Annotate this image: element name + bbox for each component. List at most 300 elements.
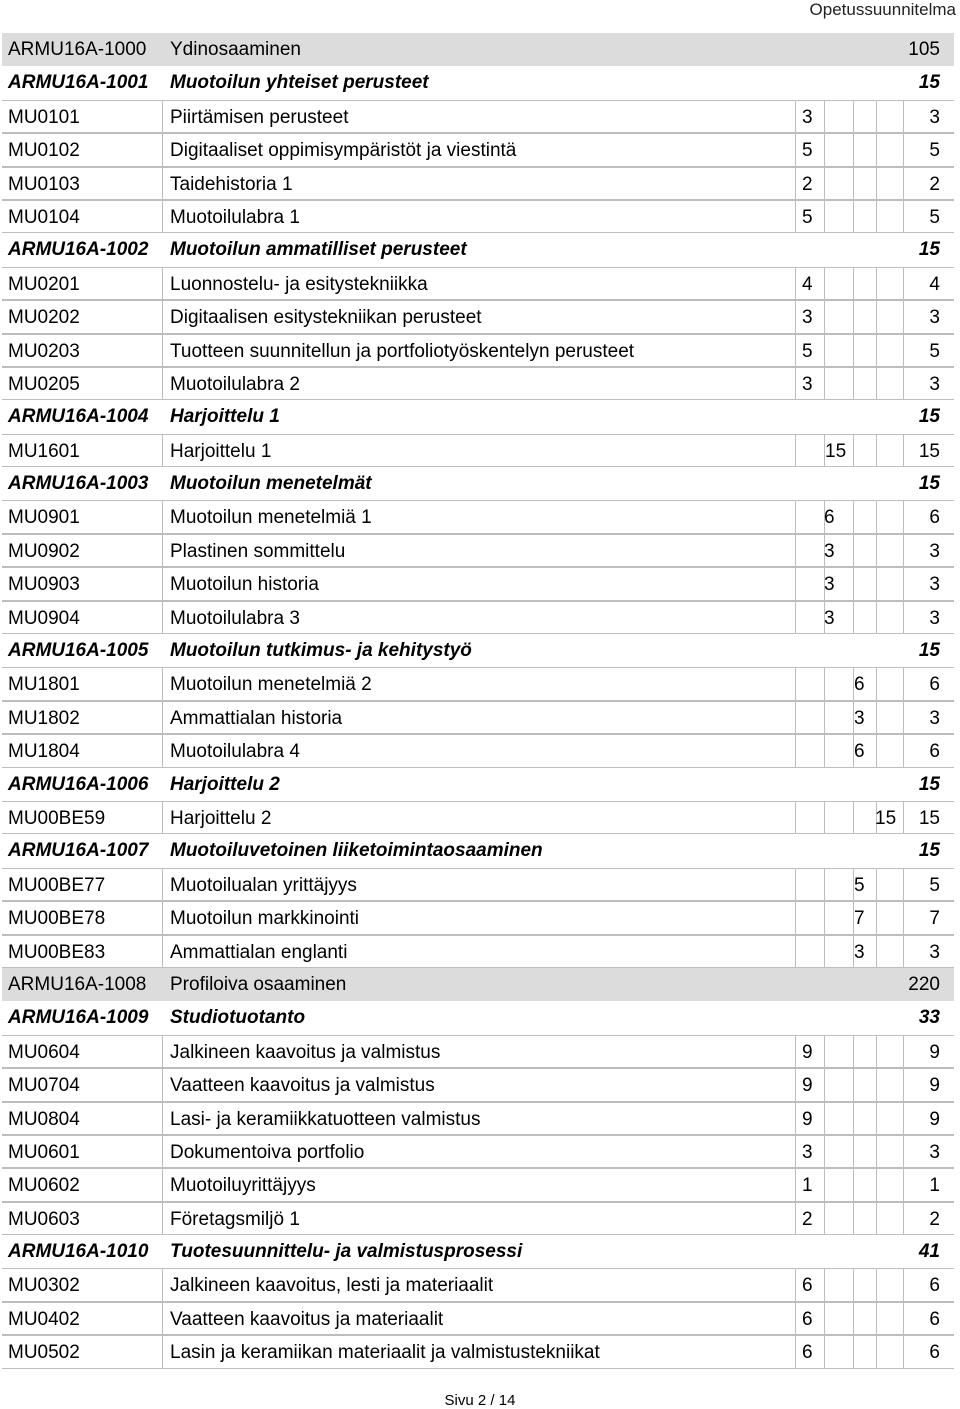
cell-divider — [795, 802, 796, 833]
total-cell: 15 — [918, 773, 940, 795]
cell-divider — [824, 201, 825, 232]
cell-divider — [795, 335, 796, 366]
cell-divider — [853, 1136, 854, 1167]
credit-cell: 9 — [802, 1041, 813, 1063]
cell-divider — [824, 702, 825, 733]
cell-divider — [795, 1203, 796, 1234]
code-cell: MU0102 — [8, 140, 80, 162]
name-cell: Vaatteen kaavoitus ja materiaalit — [170, 1308, 444, 1330]
name-cell: Piirtämisen perusteet — [170, 106, 349, 128]
name-cell: Muotoilun historia — [170, 574, 319, 596]
cell-divider — [903, 201, 904, 232]
name-cell: Vaatteen kaavoitus ja valmistus — [170, 1075, 435, 1097]
total-cell: 6 — [929, 507, 940, 529]
total-cell: 3 — [929, 307, 940, 329]
cell-divider — [876, 201, 877, 232]
cell-divider — [903, 735, 904, 766]
course-row — [2, 334, 954, 367]
course-row — [2, 935, 954, 968]
code-cell: MU0203 — [8, 340, 80, 362]
cell-divider — [824, 1169, 825, 1200]
total-cell: 1 — [929, 1175, 940, 1197]
cell-divider — [903, 168, 904, 199]
cell-divider — [824, 1069, 825, 1100]
code-cell: MU0903 — [8, 574, 80, 596]
code-cell: ARMU16A-1009 — [8, 1007, 149, 1029]
cell-divider — [162, 501, 163, 532]
cell-divider — [795, 1336, 796, 1367]
module-row — [2, 1235, 954, 1268]
cell-divider — [795, 936, 796, 967]
cell-divider — [795, 1036, 796, 1067]
module-row — [2, 400, 954, 433]
cell-divider — [876, 168, 877, 199]
cell-divider — [795, 1169, 796, 1200]
total-cell: 41 — [918, 1241, 940, 1263]
code-cell: MU1601 — [8, 440, 80, 462]
code-cell: ARMU16A-1006 — [8, 773, 149, 795]
name-cell: Taidehistoria 1 — [170, 173, 293, 195]
cell-divider — [876, 936, 877, 967]
total-cell: 15 — [918, 473, 940, 495]
cell-divider — [876, 268, 877, 299]
cell-divider — [853, 501, 854, 532]
credit-cell: 1 — [802, 1175, 813, 1197]
code-cell: MU00BE77 — [8, 874, 106, 896]
code-cell: MU00BE83 — [8, 941, 106, 963]
cell-divider — [162, 602, 163, 633]
cell-divider — [853, 368, 854, 399]
cell-divider — [853, 335, 854, 366]
cell-divider — [903, 702, 904, 733]
cell-divider — [795, 902, 796, 933]
credit-cell: 3 — [802, 1141, 813, 1163]
cell-divider — [162, 101, 163, 132]
course-row — [2, 601, 954, 634]
cell-divider — [853, 268, 854, 299]
course-row — [2, 1302, 954, 1335]
cell-divider — [903, 668, 904, 699]
total-cell: 3 — [929, 707, 940, 729]
course-row — [2, 100, 954, 133]
cell-divider — [795, 368, 796, 399]
cell-divider — [824, 668, 825, 699]
code-cell: ARMU16A-1000 — [8, 39, 147, 60]
cell-divider — [903, 268, 904, 299]
name-cell: Muotoilualan yrittäjyys — [170, 874, 357, 896]
total-cell: 2 — [929, 173, 940, 195]
total-cell: 220 — [908, 973, 940, 995]
cell-divider — [853, 1103, 854, 1134]
total-cell: 9 — [929, 1041, 940, 1063]
name-cell: Muotoiluvetoinen liiketoimintaosaaminen — [170, 840, 543, 862]
cell-divider — [824, 1269, 825, 1300]
cell-divider — [795, 602, 796, 633]
course-row — [2, 868, 954, 901]
cell-divider — [876, 1136, 877, 1167]
cell-divider — [824, 802, 825, 833]
code-cell: MU0302 — [8, 1275, 80, 1297]
cell-divider — [824, 101, 825, 132]
total-cell: 9 — [929, 1108, 940, 1130]
code-cell: MU1801 — [8, 674, 80, 696]
cell-divider — [824, 1203, 825, 1234]
credit-cell: 9 — [802, 1108, 813, 1130]
total-cell: 9 — [929, 1075, 940, 1097]
cell-divider — [853, 201, 854, 232]
code-cell: MU00BE59 — [8, 807, 106, 829]
curriculum-table — [2, 33, 954, 1369]
cell-divider — [903, 802, 904, 833]
cell-divider — [795, 1069, 796, 1100]
cell-divider — [903, 501, 904, 532]
credit-cell: 3 — [802, 307, 813, 329]
cell-divider — [876, 134, 877, 165]
name-cell: Dokumentoiva portfolio — [170, 1141, 365, 1163]
cell-divider — [903, 535, 904, 566]
credit-cell: 6 — [802, 1275, 813, 1297]
credit-cell: 6 — [802, 1308, 813, 1330]
cell-divider — [903, 301, 904, 332]
cell-divider — [903, 1069, 904, 1100]
cell-divider — [876, 1269, 877, 1300]
cell-divider — [903, 368, 904, 399]
course-row — [2, 167, 954, 200]
cell-divider — [876, 101, 877, 132]
credit-cell: 3 — [802, 373, 813, 395]
code-cell: MU0904 — [8, 607, 80, 629]
cell-divider — [824, 735, 825, 766]
course-row — [2, 734, 954, 767]
cell-divider — [876, 902, 877, 933]
cell-divider — [853, 568, 854, 599]
cell-divider — [795, 268, 796, 299]
cell-divider — [876, 602, 877, 633]
cell-divider — [903, 936, 904, 967]
name-cell: Harjoittelu 2 — [170, 807, 272, 829]
cell-divider — [162, 936, 163, 967]
total-cell: 5 — [929, 874, 940, 896]
name-cell: Muotoilun menetelmiä 2 — [170, 674, 372, 696]
credit-cell: 3 — [854, 941, 865, 963]
cell-divider — [162, 268, 163, 299]
cell-divider — [795, 435, 796, 466]
credit-cell: 4 — [802, 273, 813, 295]
course-row — [2, 200, 954, 233]
course-row — [2, 534, 954, 567]
code-cell: ARMU16A-1008 — [8, 973, 147, 995]
name-cell: Företagsmiljö 1 — [170, 1208, 300, 1230]
cell-divider — [162, 168, 163, 199]
cell-divider — [162, 301, 163, 332]
cell-divider — [824, 301, 825, 332]
credit-cell: 3 — [854, 707, 865, 729]
cell-divider — [903, 1303, 904, 1334]
total-cell: 5 — [929, 340, 940, 362]
cell-divider — [853, 101, 854, 132]
cell-divider — [853, 1069, 854, 1100]
code-cell: ARMU16A-1010 — [8, 1241, 149, 1263]
total-cell: 6 — [929, 1308, 940, 1330]
cell-divider — [876, 435, 877, 466]
cell-divider — [853, 1269, 854, 1300]
cell-divider — [162, 1169, 163, 1200]
total-cell: 3 — [929, 574, 940, 596]
module-row — [2, 768, 954, 801]
credit-cell: 5 — [802, 340, 813, 362]
cell-divider — [876, 535, 877, 566]
credit-cell: 5 — [802, 140, 813, 162]
cell-divider — [162, 869, 163, 900]
total-cell: 15 — [918, 640, 940, 662]
course-row — [2, 367, 954, 400]
cell-divider — [876, 1169, 877, 1200]
cell-divider — [162, 134, 163, 165]
cell-divider — [876, 1336, 877, 1367]
total-cell: 15 — [918, 807, 940, 829]
module-group-row — [2, 968, 954, 1001]
cell-divider — [795, 869, 796, 900]
total-cell: 5 — [929, 206, 940, 228]
cell-divider — [795, 134, 796, 165]
cell-divider — [903, 1136, 904, 1167]
total-cell: 6 — [929, 1342, 940, 1364]
module-row — [2, 233, 954, 266]
cell-divider — [853, 301, 854, 332]
module-row — [2, 66, 954, 99]
credit-cell: 15 — [825, 440, 847, 462]
cell-divider — [795, 735, 796, 766]
cell-divider — [903, 1203, 904, 1234]
code-cell: MU0402 — [8, 1308, 80, 1330]
total-cell: 3 — [929, 607, 940, 629]
cell-divider — [876, 869, 877, 900]
total-cell: 15 — [918, 406, 940, 428]
credit-cell: 2 — [802, 1208, 813, 1230]
code-cell: MU0101 — [8, 106, 80, 128]
credit-cell: 3 — [824, 540, 835, 562]
cell-divider — [162, 902, 163, 933]
total-cell: 2 — [929, 1208, 940, 1230]
name-cell: Profiloiva osaaminen — [170, 973, 347, 995]
name-cell: Muotoiluyrittäjyys — [170, 1175, 316, 1197]
code-cell: MU0604 — [8, 1041, 80, 1063]
cell-divider — [162, 335, 163, 366]
cell-divider — [876, 368, 877, 399]
cell-divider — [824, 1336, 825, 1367]
cell-divider — [795, 668, 796, 699]
course-row — [2, 434, 954, 467]
credit-cell: 3 — [802, 106, 813, 128]
cell-divider — [795, 501, 796, 532]
cell-divider — [824, 1103, 825, 1134]
code-cell: MU0602 — [8, 1175, 80, 1197]
name-cell: Plastinen sommittelu — [170, 540, 346, 562]
total-cell: 3 — [929, 540, 940, 562]
page-number: Sivu 2 / 14 — [444, 1392, 516, 1409]
total-cell: 7 — [929, 908, 940, 930]
cell-divider — [903, 1036, 904, 1067]
cell-divider — [853, 1303, 854, 1334]
code-cell: MU0603 — [8, 1208, 80, 1230]
credit-cell: 7 — [854, 908, 865, 930]
cell-divider — [876, 702, 877, 733]
cell-divider — [903, 1169, 904, 1200]
credit-cell: 2 — [802, 173, 813, 195]
name-cell: Harjoittelu 1 — [170, 406, 280, 428]
cell-divider — [162, 535, 163, 566]
name-cell: Muotoilulabra 1 — [170, 206, 300, 228]
course-row — [2, 1168, 954, 1201]
code-cell: MU0201 — [8, 273, 80, 295]
code-cell: MU0704 — [8, 1075, 80, 1097]
cell-divider — [795, 1269, 796, 1300]
name-cell: Muotoilun tutkimus- ja kehitystyö — [170, 640, 472, 662]
total-cell: 105 — [908, 39, 940, 60]
name-cell: Muotoilulabra 2 — [170, 373, 300, 395]
course-row — [2, 500, 954, 533]
course-row — [2, 1135, 954, 1168]
credit-cell: 9 — [802, 1075, 813, 1097]
cell-divider — [903, 568, 904, 599]
cell-divider — [795, 702, 796, 733]
cell-divider — [876, 568, 877, 599]
cell-divider — [824, 869, 825, 900]
cell-divider — [795, 201, 796, 232]
code-cell: ARMU16A-1002 — [8, 239, 149, 261]
cell-divider — [162, 1269, 163, 1300]
name-cell: Muotoilulabra 4 — [170, 741, 300, 763]
total-cell: 4 — [929, 273, 940, 295]
name-cell: Lasin ja keramiikan materiaalit ja valmistustekniikat — [170, 1342, 600, 1364]
module-row — [2, 634, 954, 667]
cell-divider — [853, 435, 854, 466]
cell-divider — [876, 301, 877, 332]
course-row — [2, 901, 954, 934]
cell-divider — [824, 902, 825, 933]
total-cell: 3 — [929, 1141, 940, 1163]
cell-divider — [162, 1203, 163, 1234]
name-cell: Muotoilulabra 3 — [170, 607, 300, 629]
name-cell: Jalkineen kaavoitus, lesti ja materiaalit — [170, 1275, 494, 1297]
course-row — [2, 1202, 954, 1235]
cell-divider — [824, 1136, 825, 1167]
module-row — [2, 1001, 954, 1034]
cell-divider — [853, 1203, 854, 1234]
cell-divider — [824, 335, 825, 366]
cell-divider — [903, 602, 904, 633]
cell-divider — [903, 134, 904, 165]
total-cell: 33 — [918, 1007, 940, 1029]
cell-divider — [162, 1303, 163, 1334]
course-row — [2, 567, 954, 600]
cell-divider — [853, 134, 854, 165]
cell-divider — [795, 168, 796, 199]
cell-divider — [903, 1336, 904, 1367]
cell-divider — [162, 668, 163, 699]
cell-divider — [162, 1136, 163, 1167]
total-cell: 3 — [929, 373, 940, 395]
cell-divider — [795, 568, 796, 599]
document-header: Opetussuunnitelma — [809, 0, 956, 19]
code-cell: MU0902 — [8, 540, 80, 562]
module-row — [2, 834, 954, 867]
name-cell: Muotoilun ammatilliset perusteet — [170, 239, 467, 261]
cell-divider — [162, 802, 163, 833]
cell-divider — [162, 1336, 163, 1367]
cell-divider — [162, 1069, 163, 1100]
name-cell: Muotoilun yhteiset perusteet — [170, 72, 429, 94]
code-cell: MU00BE78 — [8, 908, 106, 930]
code-cell: MU0205 — [8, 373, 80, 395]
cell-divider — [824, 168, 825, 199]
cell-divider — [795, 535, 796, 566]
name-cell: Jalkineen kaavoitus ja valmistus — [170, 1041, 441, 1063]
code-cell: MU0104 — [8, 206, 80, 228]
code-cell: MU0502 — [8, 1342, 80, 1364]
cell-divider — [795, 1136, 796, 1167]
cell-divider — [903, 435, 904, 466]
total-cell: 5 — [929, 140, 940, 162]
cell-divider — [162, 568, 163, 599]
credit-cell: 6 — [854, 741, 865, 763]
cell-divider — [903, 1269, 904, 1300]
course-row — [2, 801, 954, 834]
module-row — [2, 467, 954, 500]
cell-divider — [795, 1103, 796, 1134]
total-cell: 15 — [918, 72, 940, 94]
credit-cell: 5 — [802, 206, 813, 228]
course-row — [2, 701, 954, 734]
cell-divider — [876, 501, 877, 532]
name-cell: Ydinosaaminen — [170, 39, 301, 60]
cell-divider — [795, 1303, 796, 1334]
module-group-row — [2, 33, 954, 66]
credit-cell: 6 — [854, 674, 865, 696]
cell-divider — [824, 134, 825, 165]
name-cell: Tuotteen suunnitellun ja portfoliotyöskentelyn perusteet — [170, 340, 635, 362]
cell-divider — [162, 1036, 163, 1067]
cell-divider — [853, 1336, 854, 1367]
course-row — [2, 133, 954, 166]
credit-cell: 6 — [824, 507, 835, 529]
cell-divider — [876, 735, 877, 766]
name-cell: Ammattialan englanti — [170, 941, 348, 963]
code-cell: MU0901 — [8, 507, 80, 529]
cell-divider — [162, 201, 163, 232]
course-row — [2, 1335, 954, 1368]
name-cell: Harjoittelu 2 — [170, 773, 280, 795]
credit-cell: 3 — [824, 607, 835, 629]
name-cell: Lasi- ja keramiikkatuotteen valmistus — [170, 1108, 481, 1130]
name-cell: Digitaalisen esitystekniikan perusteet — [170, 307, 482, 329]
name-cell: Ammattialan historia — [170, 707, 343, 729]
cell-divider — [903, 101, 904, 132]
cell-divider — [795, 101, 796, 132]
cell-divider — [853, 802, 854, 833]
name-cell: Muotoilun menetelmiä 1 — [170, 507, 372, 529]
cell-divider — [876, 668, 877, 699]
cell-divider — [162, 1103, 163, 1134]
course-row — [2, 1268, 954, 1301]
cell-divider — [162, 702, 163, 733]
name-cell: Muotoilun menetelmät — [170, 473, 372, 495]
code-cell: ARMU16A-1001 — [8, 72, 149, 94]
cell-divider — [876, 1036, 877, 1067]
cell-divider — [162, 435, 163, 466]
total-cell: 3 — [929, 941, 940, 963]
cell-divider — [903, 869, 904, 900]
